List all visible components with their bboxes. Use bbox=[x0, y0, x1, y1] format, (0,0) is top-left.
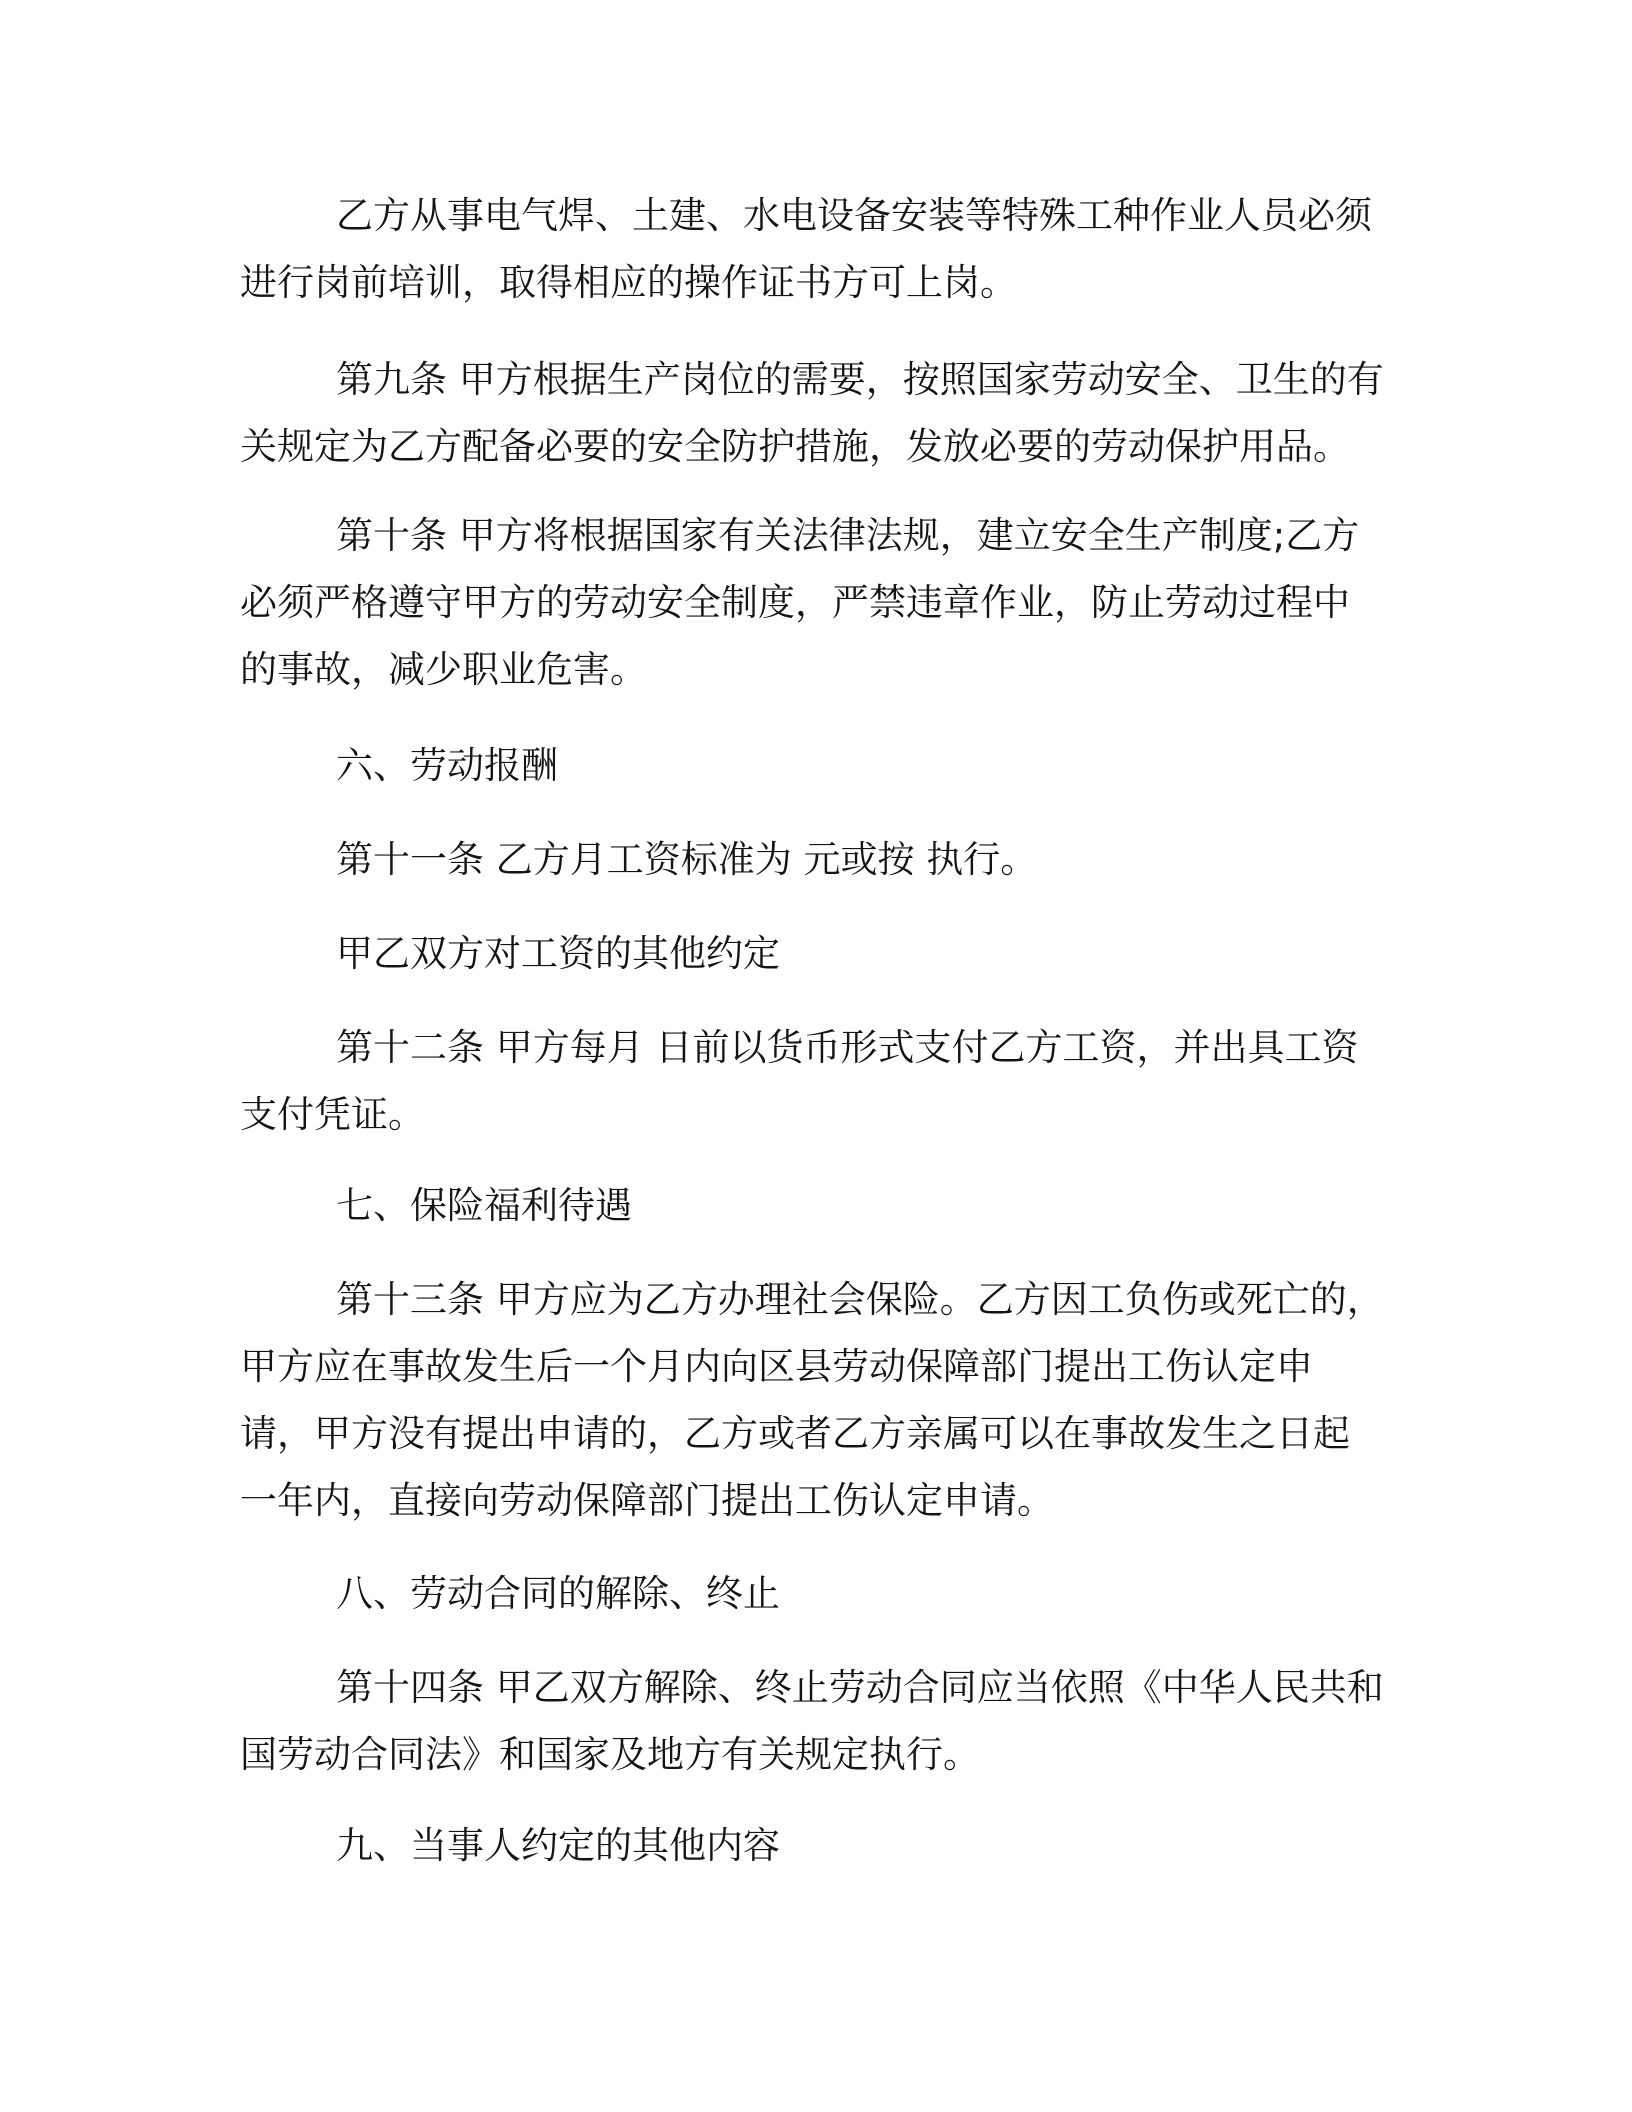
text-line: 甲乙双方对工资的其他约定 bbox=[336, 932, 780, 975]
text-line: 乙方从事电气焊、土建、水电设备安装等特殊工种作业人员必须 bbox=[336, 194, 1372, 237]
paragraph-article-10 bbox=[240, 502, 1400, 703]
paragraph-article-13 bbox=[240, 1266, 1400, 1534]
text-line: 支付凭证。 bbox=[240, 1093, 425, 1136]
paragraph-article-9 bbox=[240, 346, 1400, 480]
paragraph-article-14 bbox=[240, 1654, 1400, 1788]
section-heading-8 bbox=[240, 1560, 1400, 1627]
text-line: 第九条 甲方根据生产岗位的需要，按照国家劳动安全、卫生的有 bbox=[336, 358, 1384, 401]
text-line: 第十四条 甲乙双方解除、终止劳动合同应当依照《中华人民共和 bbox=[336, 1666, 1384, 1709]
text-line: 进行岗前培训，取得相应的操作证书方可上岗。 bbox=[240, 261, 1017, 304]
section-heading-text: 六、劳动报酬 bbox=[336, 744, 558, 787]
text-line: 第十条 甲方将根据国家有关法律法规，建立安全生产制度;乙方 bbox=[336, 514, 1360, 557]
text-line: 国劳动合同法》和国家及地方有关规定执行。 bbox=[240, 1733, 980, 1776]
section-heading-7 bbox=[240, 1172, 1400, 1239]
paragraph-article-12 bbox=[240, 1014, 1400, 1148]
section-heading-6 bbox=[240, 732, 1400, 799]
text-line: 请，甲方没有提出申请的，乙方或者乙方亲属可以在事故发生之日起 bbox=[240, 1412, 1350, 1455]
section-heading-text: 八、劳动合同的解除、终止 bbox=[336, 1572, 780, 1615]
paragraph-wage-other-agreement bbox=[240, 920, 1400, 987]
text-line: 第十一条 乙方月工资标准为 元或按 执行。 bbox=[336, 838, 1038, 881]
text-line: 第十二条 甲方每月 日前以货币形式支付乙方工资，并出具工资 bbox=[336, 1026, 1359, 1069]
section-heading-9 bbox=[240, 1812, 1400, 1879]
text-line: 一年内，直接向劳动保障部门提出工伤认定申请。 bbox=[240, 1479, 1054, 1522]
text-line: 的事故，减少职业危害。 bbox=[240, 648, 647, 691]
section-heading-text: 七、保险福利待遇 bbox=[336, 1184, 632, 1227]
text-line: 关规定为乙方配备必要的安全防护措施，发放必要的劳动保护用品。 bbox=[240, 425, 1350, 468]
paragraph-special-work-training bbox=[240, 182, 1400, 316]
text-line: 第十三条 甲方应为乙方办理社会保险。乙方因工负伤或死亡的， bbox=[336, 1278, 1384, 1321]
text-line: 甲方应在事故发生后一个月内向区县劳动保障部门提出工伤认定申 bbox=[240, 1345, 1313, 1388]
text-line: 必须严格遵守甲方的劳动安全制度，严禁违章作业，防止劳动过程中 bbox=[240, 581, 1350, 624]
paragraph-article-11 bbox=[240, 826, 1400, 893]
section-heading-text: 九、当事人约定的其他内容 bbox=[336, 1824, 780, 1867]
